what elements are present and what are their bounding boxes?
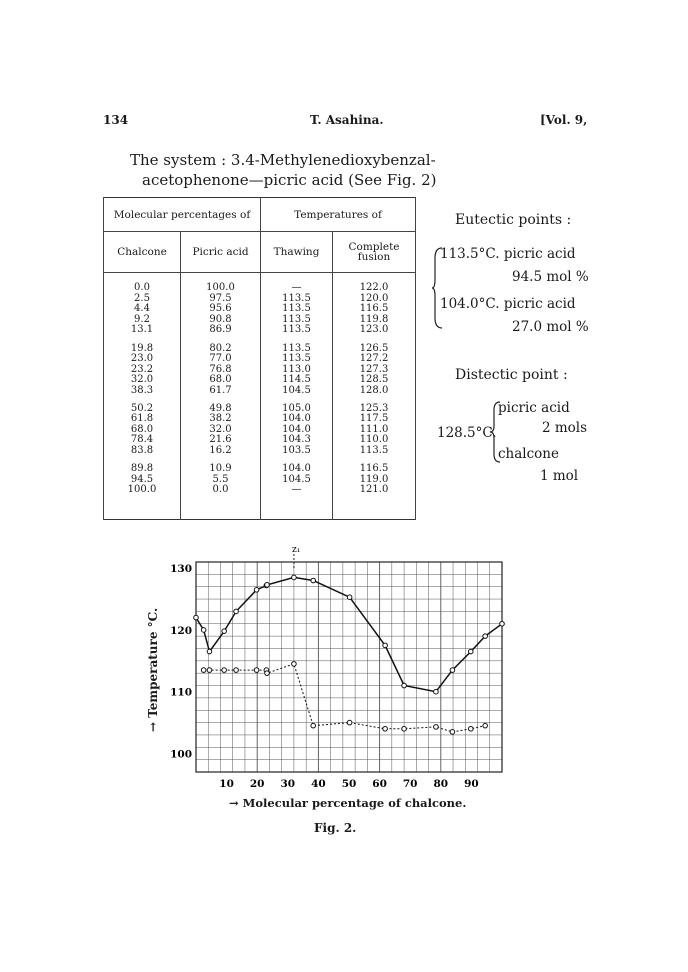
chart-ticks <box>170 563 479 790</box>
cell-value: 117.5 <box>359 413 389 425</box>
eutectic-heading: Eutectic points : <box>455 212 572 228</box>
data-point <box>383 726 388 731</box>
cell-value: 127.2 <box>359 353 389 365</box>
cell-value: 100.0 <box>206 282 235 293</box>
y-tick-label: 130 <box>170 563 192 576</box>
cell-value: 32.0 <box>130 374 154 386</box>
data-point <box>468 726 473 731</box>
figure-caption: Fig. 2. <box>314 821 357 835</box>
cell-value: 13.1 <box>130 324 154 335</box>
x-tick-label: 30 <box>280 778 296 790</box>
volume-label: [Vol. 9, <box>540 113 588 127</box>
x-tick-label: 80 <box>433 778 449 790</box>
cell-value: 5.5 <box>212 473 229 485</box>
cell-value: 126.5 <box>359 342 389 354</box>
cell-value: 9.2 <box>134 313 150 325</box>
cell-value: 119.0 <box>359 473 389 485</box>
cell-value: 95.6 <box>209 303 232 314</box>
cell-value: 111.0 <box>359 423 389 435</box>
cell-value: 86.9 <box>209 324 232 335</box>
distectic-comp2: chalcone <box>498 446 559 462</box>
x-tick-label: 10 <box>219 778 234 790</box>
col-header-complete-fusion: Complete fusion <box>333 232 416 273</box>
cell-thawing <box>261 273 333 339</box>
data-point <box>207 649 212 654</box>
cell-value: 16.2 <box>209 444 232 456</box>
page-number: 134 <box>103 113 129 127</box>
data-point <box>194 615 199 620</box>
data-point <box>347 595 352 600</box>
cell-value: 78.4 <box>130 434 154 446</box>
title-line-1: The system : 3.4-Methylenedioxybenzal- <box>130 151 436 169</box>
cell-chalcone <box>104 399 181 459</box>
data-point <box>483 723 488 728</box>
data-point <box>292 662 297 667</box>
cell-value: 104.3 <box>282 434 311 446</box>
cell-value: 103.5 <box>282 444 311 456</box>
cell-value: 120.0 <box>359 292 389 304</box>
cell-value: 114.5 <box>282 374 311 386</box>
x-tick-label: 50 <box>341 778 357 790</box>
cell-picric-acid <box>181 459 261 519</box>
cell-chalcone <box>104 459 181 519</box>
cell-value: 104.5 <box>282 384 311 396</box>
x-axis-label: → Molecular percentage of chalcone. <box>229 796 467 810</box>
data-point <box>207 668 212 673</box>
data-point <box>402 726 407 731</box>
cell-value: 113.5 <box>282 303 311 314</box>
cell-value: 38.3 <box>130 384 154 396</box>
cell-value: 80.2 <box>209 342 232 354</box>
data-point <box>311 723 316 728</box>
cell-value: 123.0 <box>359 324 389 335</box>
data-point <box>222 629 227 634</box>
eutectic-2-mol: 27.0 mol % <box>512 319 589 335</box>
col-header-chalcone: Chalcone <box>104 232 181 273</box>
marker-label: z₁ <box>292 545 301 555</box>
data-point <box>254 587 259 592</box>
cell-picric-acid <box>181 339 261 399</box>
title-line-2: acetophenone—picric acid (See Fig. 2) <box>142 171 437 189</box>
cell-value: 104.0 <box>282 413 311 425</box>
distectic-comp1-amount: 2 mols <box>542 420 588 436</box>
cell-value: 113.5 <box>359 444 389 456</box>
cell-value: 10.9 <box>209 463 232 475</box>
cell-value: 0.0 <box>212 484 229 496</box>
cell-value: 113.5 <box>282 292 311 304</box>
distectic-comp2-amount: 1 mol <box>540 468 579 484</box>
group-header-temperatures: Temperatures of <box>261 198 416 232</box>
cell-value: 68.0 <box>130 423 154 435</box>
chart-series <box>194 554 505 734</box>
cell-value: 90.8 <box>209 313 232 325</box>
table-body <box>104 273 416 520</box>
y-axis-label: → Temperature °C. <box>146 607 160 732</box>
cell-value: 61.8 <box>130 413 154 425</box>
cell-value: 116.5 <box>359 303 389 314</box>
distectic-comp1: picric acid <box>498 400 570 416</box>
cell-value: 4.4 <box>134 303 150 314</box>
cell-value: 32.0 <box>209 423 232 435</box>
cell-value: 19.8 <box>130 342 154 354</box>
cell-value: 113.5 <box>282 342 311 354</box>
data-point <box>434 689 439 694</box>
cell-value: 110.0 <box>359 434 389 446</box>
cell-value: 38.2 <box>209 413 232 425</box>
cell-value: 104.5 <box>282 473 311 485</box>
cell-value: 23.2 <box>130 363 154 375</box>
data-point <box>347 720 352 725</box>
system-title <box>130 150 437 190</box>
cell-value: — <box>291 484 302 496</box>
cell-value: 77.0 <box>209 353 232 365</box>
cell-thawing <box>261 399 333 459</box>
cell-picric-acid <box>181 273 261 339</box>
cell-value: 128.5 <box>359 374 389 386</box>
cell-value: 104.0 <box>282 423 311 435</box>
x-tick-label: 70 <box>402 778 418 790</box>
cell-complete-fusion <box>333 459 416 519</box>
cell-value: 104.0 <box>282 463 311 475</box>
cell-value: 49.8 <box>209 402 232 414</box>
y-tick-label: 110 <box>170 686 192 699</box>
cell-value: 68.0 <box>209 374 232 386</box>
data-point <box>222 668 227 673</box>
cell-complete-fusion <box>333 273 416 339</box>
cell-value: 127.3 <box>359 363 389 375</box>
col-header-picric-acid: Picric acid <box>181 232 261 273</box>
table-row-group <box>104 459 416 519</box>
cell-value: 113.0 <box>282 363 311 375</box>
cell-value: 89.8 <box>130 463 154 475</box>
cell-complete-fusion <box>333 339 416 399</box>
distectic-heading: Distectic point : <box>455 367 568 383</box>
cell-value: 105.0 <box>282 402 311 414</box>
cell-value: 116.5 <box>359 463 389 475</box>
y-tick-label: 120 <box>170 624 192 637</box>
cell-value: 122.0 <box>359 282 389 293</box>
cell-value: 119.8 <box>359 313 389 325</box>
cell-value: 76.8 <box>209 363 232 375</box>
cell-value: 100.0 <box>127 484 157 496</box>
cell-value: 113.5 <box>282 353 311 365</box>
cell-value: 94.5 <box>130 473 154 485</box>
x-tick-label: 20 <box>249 778 265 790</box>
x-tick-label: 90 <box>464 778 479 790</box>
data-point <box>500 621 505 626</box>
cell-value: 83.8 <box>130 444 154 456</box>
data-point <box>265 583 270 588</box>
cell-value: 61.7 <box>209 384 232 396</box>
data-point <box>292 575 297 580</box>
data-point <box>483 634 488 639</box>
data-point <box>450 668 455 673</box>
data-point <box>450 730 455 735</box>
data-point <box>201 668 206 673</box>
eutectic-1-temp: 113.5°C. picric acid <box>440 246 576 262</box>
table-row-group <box>104 399 416 459</box>
cell-picric-acid <box>181 399 261 459</box>
data-point <box>434 725 439 730</box>
data-point <box>468 649 473 654</box>
col-header-thawing: Thawing <box>261 232 333 273</box>
eutectic-2-temp: 104.0°C. picric acid <box>440 296 576 312</box>
cell-chalcone <box>104 339 181 399</box>
data-point <box>265 671 270 676</box>
x-tick-label: 60 <box>372 778 387 790</box>
cell-complete-fusion <box>333 399 416 459</box>
cell-thawing <box>261 459 333 519</box>
cell-value: 125.3 <box>359 402 389 414</box>
data-point <box>311 578 316 583</box>
data-point <box>254 668 259 673</box>
cell-value: 113.5 <box>282 313 311 325</box>
cell-value: 128.0 <box>359 384 389 396</box>
cell-value: 2.5 <box>134 292 150 304</box>
cell-value: 121.0 <box>359 484 389 496</box>
data-point <box>234 668 239 673</box>
group-header-molecular: Molecular percentages of <box>104 198 261 232</box>
cell-value: 23.0 <box>130 353 154 365</box>
cell-value: 50.2 <box>130 402 154 414</box>
table-row-group <box>104 339 416 399</box>
cell-thawing <box>261 339 333 399</box>
data-point <box>234 609 239 614</box>
cell-value: 21.6 <box>209 434 232 446</box>
y-tick-label: 100 <box>170 748 192 761</box>
cell-value: 0.0 <box>134 282 150 293</box>
eutectic-1-mol: 94.5 mol % <box>512 269 589 285</box>
data-point <box>402 683 407 688</box>
cell-value: 113.5 <box>282 324 311 335</box>
running-author: T. Asahina. <box>310 113 384 127</box>
data-point <box>383 643 388 648</box>
data-point <box>201 628 206 633</box>
cell-chalcone <box>104 273 181 339</box>
data-table <box>103 197 416 520</box>
cell-value: 97.5 <box>209 292 232 304</box>
phase-diagram-chart <box>150 535 520 825</box>
table-row-group <box>104 273 416 339</box>
x-tick-label: 40 <box>311 778 326 790</box>
distectic-temp: 128.5°C. <box>437 425 497 441</box>
cell-value: — <box>291 282 302 293</box>
